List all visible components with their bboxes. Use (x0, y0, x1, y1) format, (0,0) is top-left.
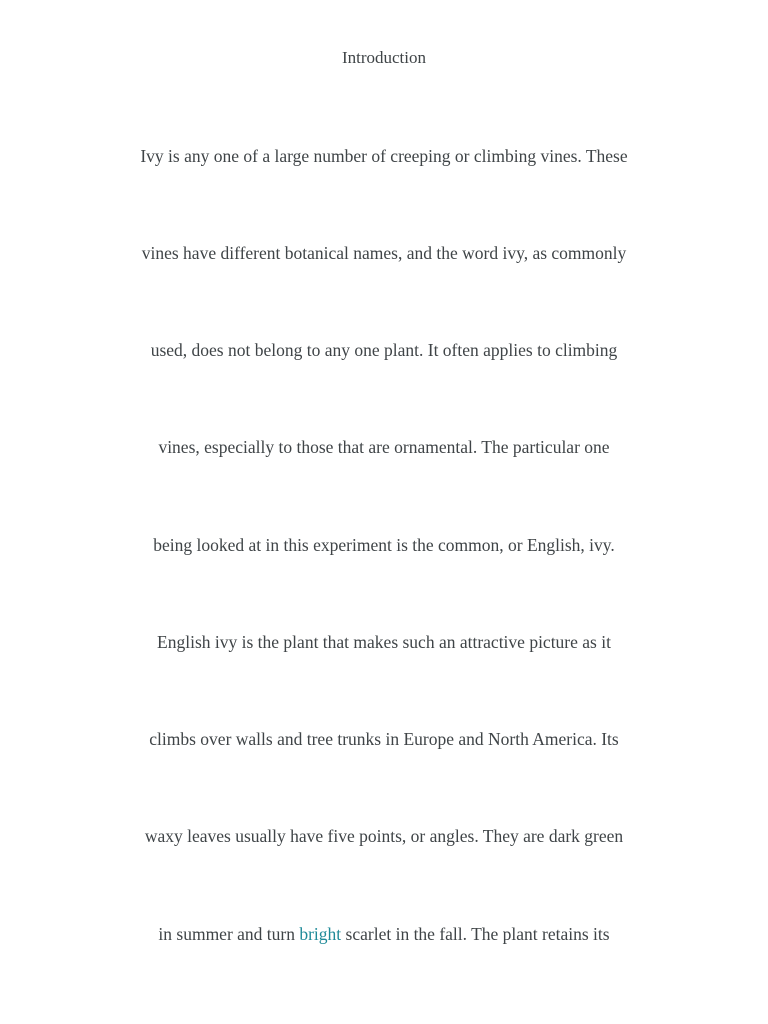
paragraph-line: Ivy is any one of a large number of creeping or climbing vines. These (140, 146, 628, 166)
paragraph-line: vines have different botanical names, and the word ivy, as commonly (141, 243, 627, 263)
paragraph-line: waxy leaves usually have five points, or angles. They are dark green (144, 826, 624, 846)
paragraph-line: being looked at in this experiment is the common, or English, ivy. (153, 535, 615, 555)
paragraph-line-with-link (0, 922, 768, 946)
paragraph-line: used, does not belong to any one plant. It often applies to climbing (150, 340, 618, 360)
paragraph-line: climbs over walls and tree trunks in Europe and North America. Its (149, 729, 619, 749)
paragraph-line: English ivy is the plant that makes such an attractive picture as it (157, 632, 611, 652)
bright-link[interactable]: bright (299, 924, 342, 944)
page-title: Introduction (341, 48, 427, 67)
line-text-after: scarlet in the fall. The plant retains its (341, 924, 610, 944)
line-text-before: in summer and turn (158, 924, 300, 944)
paragraph-line: vines, especially to those that are ornamental. The particular one (158, 437, 610, 457)
